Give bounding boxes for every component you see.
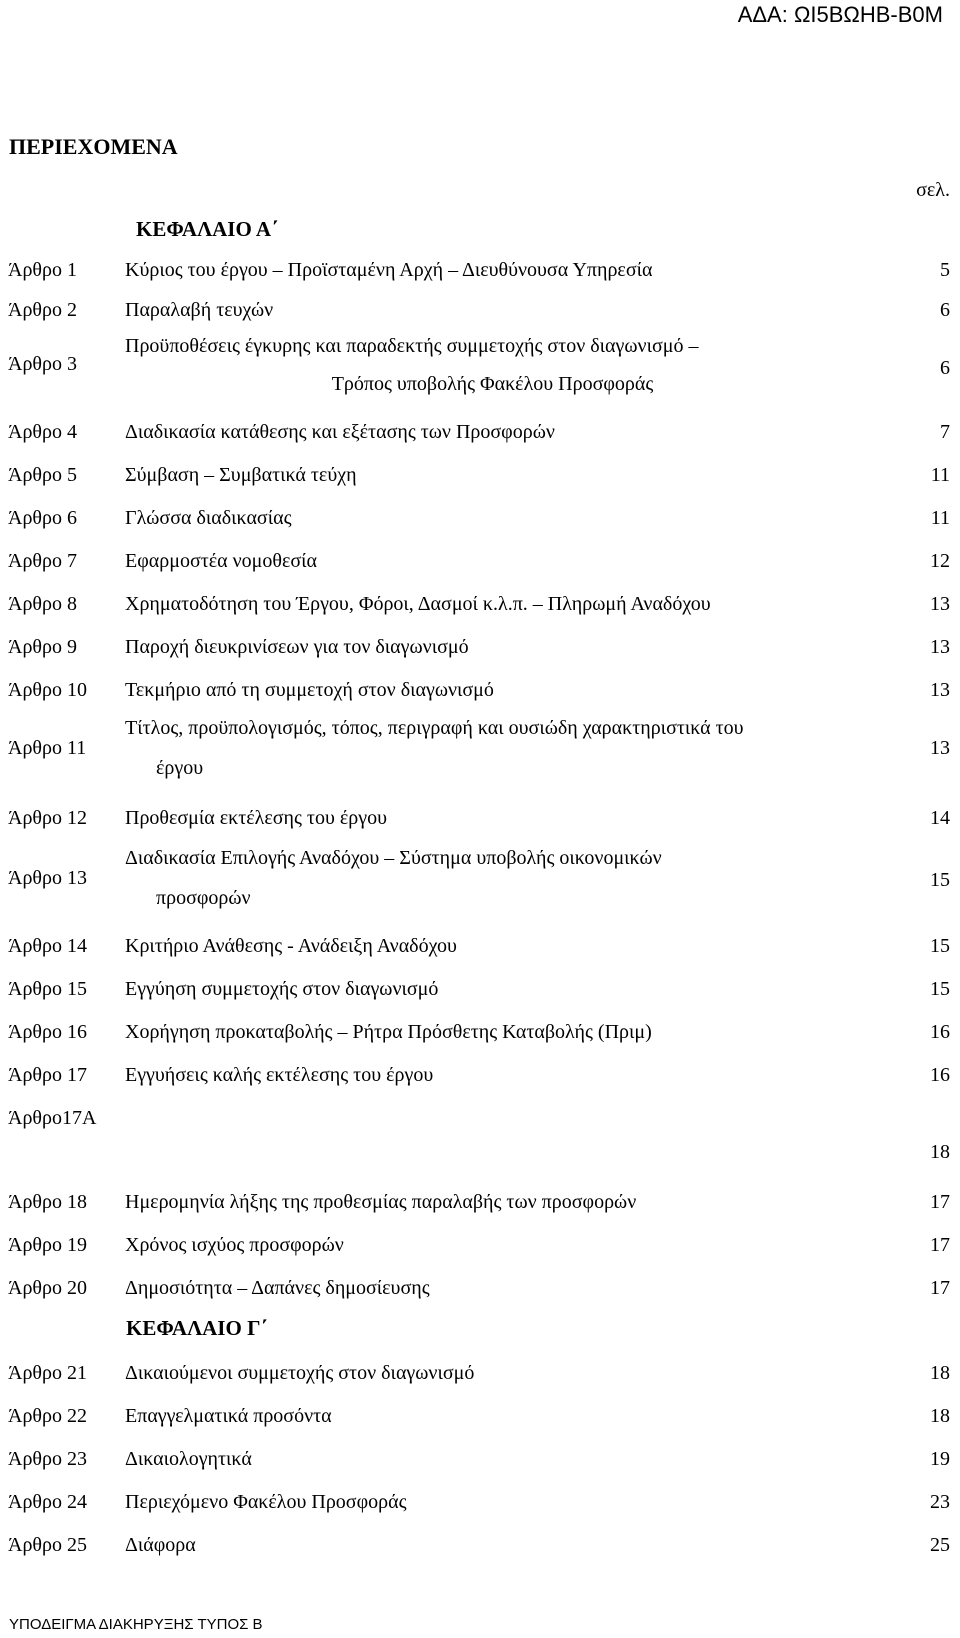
page-number: 25: [930, 1534, 950, 1556]
article-number: Άρθρο 23: [8, 1448, 87, 1470]
article-title: Δικαιολογητικά: [125, 1448, 252, 1470]
article-title: Εγγύηση συμμετοχής στον διαγωνισμό: [125, 978, 439, 1000]
article-number: Άρθρο 20: [8, 1277, 87, 1299]
article-number: Άρθρο 4: [8, 421, 77, 443]
article-number: Άρθρο 22: [8, 1405, 87, 1427]
article-title: Τεκμήριο από τη συμμετοχή στον διαγωνισμό: [125, 679, 494, 701]
page-number: 15: [930, 978, 950, 1000]
article-number: Άρθρο 19: [8, 1234, 87, 1256]
article-title: Ημερομηνία λήξης της προθεσμίας παραλαβής των προσφορών: [125, 1191, 637, 1213]
toc-entry[interactable]: [0, 334, 960, 404]
article-title: Προθεσμία εκτέλεσης του έργου: [125, 807, 387, 829]
page-number: 12: [930, 550, 950, 572]
article-number: Άρθρο 17: [8, 1064, 87, 1086]
article-number: Άρθρο 6: [8, 507, 77, 529]
page-number: 13: [930, 679, 950, 701]
article-title: Περιεχόμενο Φακέλου Προσφοράς: [125, 1491, 407, 1513]
article-title: Εφαρμοστέα νομοθεσία: [125, 550, 318, 572]
article-title: Δημοσιότητα – Δαπάνες δημοσίευσης: [125, 1277, 430, 1299]
page-number: 17: [930, 1277, 950, 1299]
article-number: Άρθρο17Α: [8, 1107, 97, 1129]
article-title: Δικαιούμενοι συμμετοχής στον διαγωνισμό: [125, 1362, 475, 1384]
page-number: 16: [930, 1021, 950, 1043]
article-number: Άρθρο 7: [8, 550, 77, 572]
page-number: 16: [930, 1064, 950, 1086]
page-number: 6: [940, 357, 950, 379]
article-title: Γλώσσα διαδικασίας: [125, 507, 292, 529]
article-title: Διαδικασία Επιλογής Αναδόχου – Σύστημα υποβολής οικονομικών: [125, 847, 662, 869]
article-title: Διαδικασία κατάθεσης και εξέτασης των Προσφορών: [125, 421, 555, 443]
article-number: Άρθρο 21: [8, 1362, 87, 1384]
article-number: Άρθρο 3: [8, 353, 77, 375]
article-title-continued: προσφορών: [156, 887, 251, 909]
page-number: 6: [940, 299, 950, 321]
article-number: Άρθρο 18: [8, 1191, 87, 1213]
article-title: Χορήγηση προκαταβολής – Ρήτρα Πρόσθετης Καταβολής (Πριμ): [125, 1021, 652, 1043]
page-number: 15: [930, 869, 950, 891]
article-number: Άρθρο 1: [8, 259, 77, 281]
ada-code: ΑΔΑ: ΩΙ5ΒΩΗΒ-Β0Μ: [737, 2, 943, 27]
page-number: 19: [930, 1448, 950, 1470]
page-number: 18: [930, 1405, 950, 1427]
article-number: Άρθρο 25: [8, 1534, 87, 1556]
article-title: Διάφορα: [125, 1534, 196, 1556]
page-number: 18: [930, 1141, 950, 1163]
article-number: Άρθρο 14: [8, 935, 87, 957]
article-title-continued: έργου: [156, 757, 204, 779]
page-number: 23: [930, 1491, 950, 1513]
article-number: Άρθρο 16: [8, 1021, 87, 1043]
page-number: 14: [930, 807, 950, 829]
article-title: Κύριος του έργου – Προϊσταμένη Αρχή – Διευθύνουσα Υπηρεσία: [125, 259, 653, 281]
article-title: Σύμβαση – Συμβατικά τεύχη: [125, 464, 357, 486]
article-number: Άρθρο 13: [8, 867, 87, 889]
article-title: Εγγυήσεις καλής εκτέλεσης του έργου: [125, 1064, 434, 1086]
page-number: 18: [930, 1362, 950, 1384]
page-column-label: σελ.: [916, 179, 950, 201]
article-number: Άρθρο 11: [8, 737, 87, 759]
article-title: Παραλαβή τευχών: [125, 299, 274, 321]
article-number: Άρθρο 12: [8, 807, 87, 829]
toc-entry[interactable]: [0, 716, 960, 786]
toc-entry[interactable]: [0, 846, 960, 916]
page-number: 13: [930, 737, 950, 759]
article-title: Επαγγελματικά προσόντα: [125, 1405, 332, 1427]
article-title: Παροχή διευκρινίσεων για τον διαγωνισμό: [125, 636, 469, 658]
article-title: Προϋποθέσεις έγκυρης και παραδεκτής συμμετοχής στον διαγωνισμό –: [125, 335, 699, 357]
page-number: 13: [930, 593, 950, 615]
page-number: 11: [930, 507, 950, 529]
article-title: Χρηματοδότηση του Έργου, Φόροι, Δασμοί κ.λ.π. – Πληρωμή Αναδόχου: [125, 593, 711, 615]
footer-text: ΥΠΟΔΕΙΓΜΑ ΔΙΑΚΗΡΥΞΗΣ ΤΥΠΟΣ Β: [9, 1616, 263, 1633]
page-number: 7: [940, 421, 950, 443]
article-number: Άρθρο 2: [8, 299, 77, 321]
page-number: 15: [930, 935, 950, 957]
page-number: 17: [930, 1234, 950, 1256]
article-number: Άρθρο 10: [8, 679, 87, 701]
article-title: Τίτλος, προϋπολογισμός, τόπος, περιγραφή και ουσιώδη χαρακτηριστικά του: [125, 717, 744, 739]
page-number: 5: [940, 259, 950, 281]
article-title: Χρόνος ισχύος προσφορών: [125, 1234, 344, 1256]
page-title: ΠΕΡΙΕΧΟΜΕΝΑ: [9, 134, 178, 159]
article-title-continued: Τρόπος υποβολής Φακέλου Προσφοράς: [331, 373, 654, 395]
article-number: Άρθρο 9: [8, 636, 77, 658]
page-number: 11: [930, 464, 950, 486]
article-number: Άρθρο 24: [8, 1491, 87, 1513]
page-number: 13: [930, 636, 950, 658]
chapter-heading: ΚΕΦΑΛΑΙΟ Γ΄: [126, 1316, 268, 1340]
article-number: Άρθρο 15: [8, 978, 87, 1000]
article-title: Κριτήριο Ανάθεσης - Ανάδειξη Αναδόχου: [125, 935, 457, 957]
toc-entry[interactable]: [0, 1106, 960, 1166]
article-number: Άρθρο 8: [8, 593, 77, 615]
article-number: Άρθρο 5: [8, 464, 77, 486]
chapter-heading: ΚΕΦΑΛΑΙΟ Α΄: [136, 217, 279, 241]
page-number: 17: [930, 1191, 950, 1213]
